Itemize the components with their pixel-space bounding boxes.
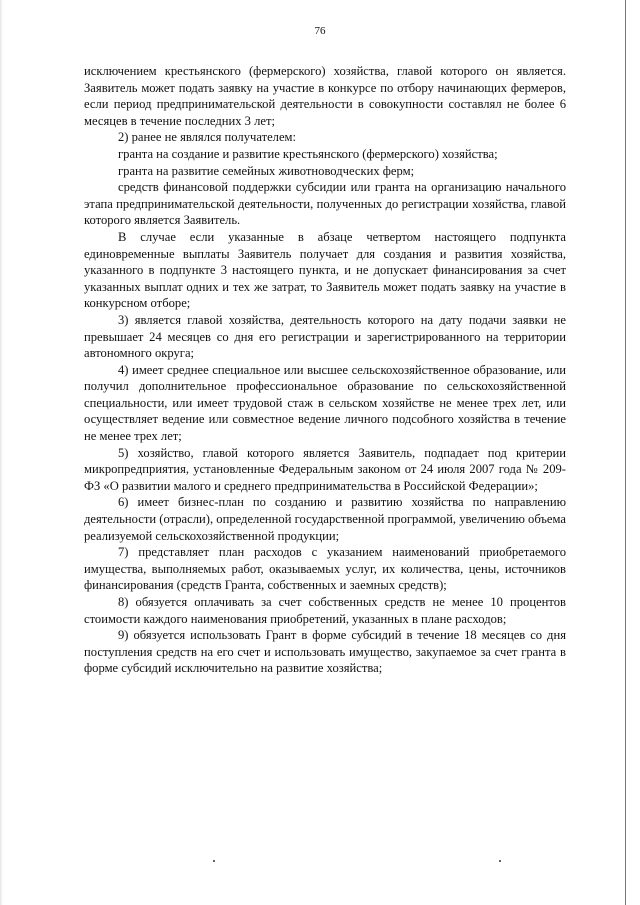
paragraph: 6) имеет бизнес-план по созданию и развитию хозяйства по направлению деятельности (отрасли), определенной государственной программой, увеличению объема реализуемой сельскохозяйственной продукции; xyxy=(84,495,566,543)
paragraph: 8) обязуется оплачивать за счет собственных средств не менее 10 процентов стоимости каждого наименования приобретений, указанных в плане расходов; xyxy=(84,595,566,626)
paragraph: В случае если указанные в абзаце четвертом настоящего подпункта единовременные выплаты Заявитель получает для создания и развития хозяйства, указанного в подпункте 3 настоящего пункта, и не допускает финансирования за счет указанных выплат одних и тех же затрат, то Заявитель может подать заявку на участие в конкурсном отборе; xyxy=(84,229,566,311)
scan-speck xyxy=(213,860,215,862)
scan-speck xyxy=(499,860,501,862)
page-right-border xyxy=(625,0,626,905)
paragraph: средств финансовой поддержки субсидии или гранта на организацию начального этапа предпринимательской деятельности, полученных до регистрации хозяйства, главой которого является Заявитель. xyxy=(84,180,566,228)
paragraph: 7) представляет план расходов с указанием наименований приобретаемого имущества, выполняемых работ, оказываемых услуг, их количества, цены, источников финансирования (средств Гранта, собственных и заемных средств); xyxy=(84,545,566,593)
paragraph: гранта на развитие семейных животноводческих ферм; xyxy=(118,163,415,178)
document-body xyxy=(84,63,566,677)
paragraph: 2) ранее не являлся получателем: xyxy=(118,130,297,145)
page-left-edge xyxy=(0,0,3,905)
page-number: 76 xyxy=(314,25,326,37)
paragraph: 4) имеет среднее специальное или высшее сельскохозяйственное образование, или получил дополнительное профессиональное образование по сельскохозяйственной специальности, или имеет трудовой стаж в сельском хозяйстве не менее трех лет, или осуществляет ведение или совместное ведение личного подсобного хозяйства в течение не менее трех лет; xyxy=(84,362,566,444)
paragraph: 5) хозяйство, главой которого является Заявитель, подпадает под критерии микропредприятия, установленные Федеральным законом от 24 июля 2007 года № 209-ФЗ «О развитии малого и среднего предпринимательства в Российской Федерации»; xyxy=(84,445,566,493)
paragraph: гранта на создание и развитие крестьянского (фермерского) хозяйства; xyxy=(118,146,498,161)
paragraph: 3) является главой хозяйства, деятельность которого на дату подачи заявки не превышает 24 месяцев со дня его регистрации и зарегистрированного на территории автономного округа; xyxy=(84,312,566,361)
paragraph: исключением крестьянского (фермерского) хозяйства, главой которого он является. Заявитель может подать заявку на участие в конкурсе по отбору начинающих фермеров, если период предпринимательской деятельности в совокупности составлял не более 6 месяцев в течение последних 3 лет; xyxy=(84,64,566,128)
paragraph: 9) обязуется использовать Грант в форме субсидий в течение 18 месяцев со дня поступления средств на его счет и использовать имущество, закупаемое за счет гранта в форме субсидий исключительно на развитие хозяйства; xyxy=(84,628,566,676)
